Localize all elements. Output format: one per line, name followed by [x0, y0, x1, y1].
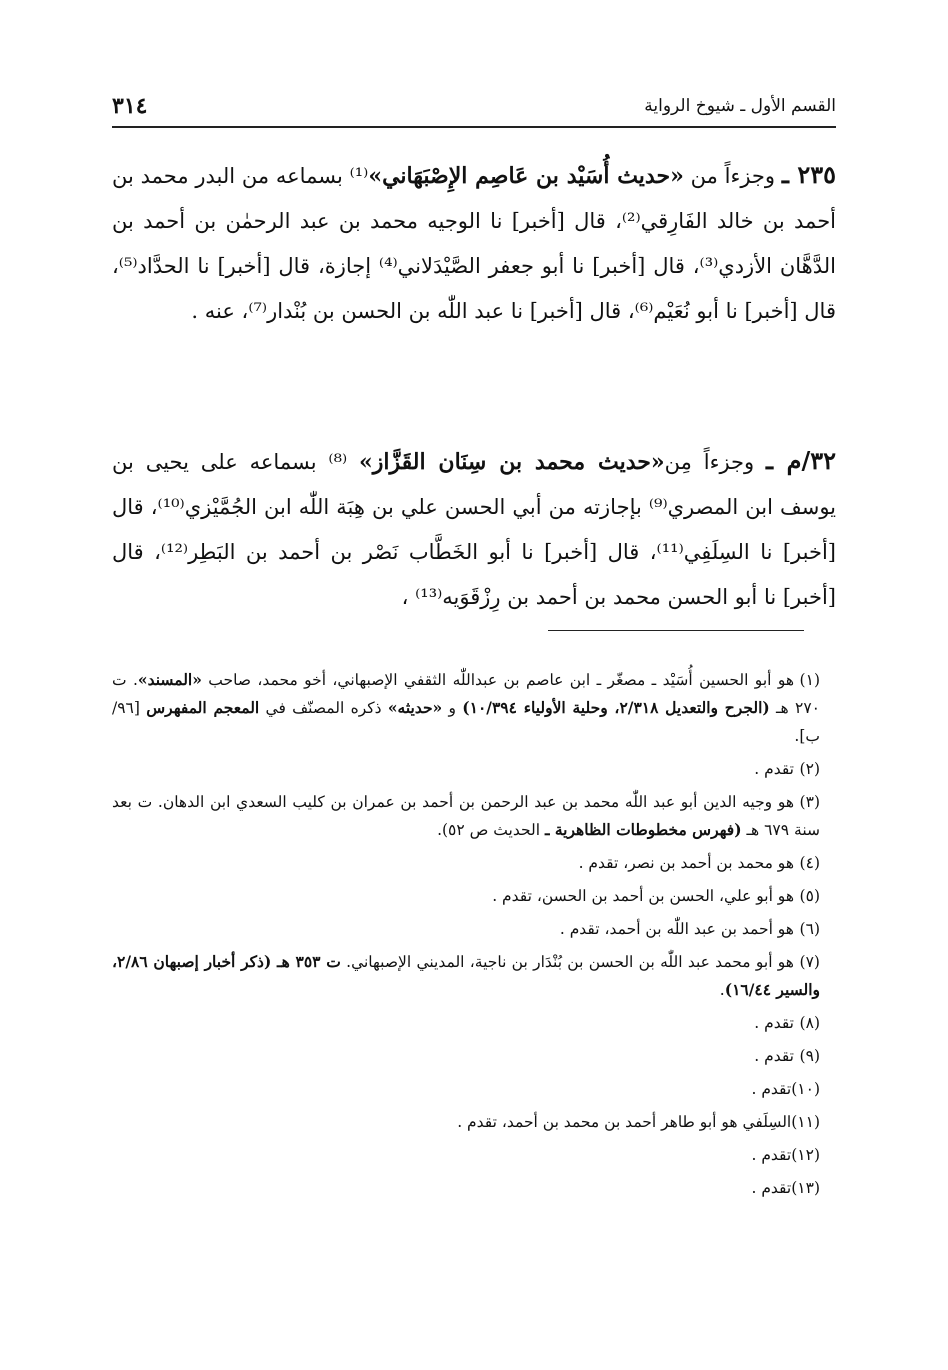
footnote-text: تقدم . [751, 1146, 792, 1164]
footnote-number: (١٣) [791, 1179, 820, 1197]
footnote-text: و [442, 699, 463, 717]
footnote-number: (٢) [799, 760, 820, 778]
footnote [112, 755, 820, 783]
footnote [112, 1108, 820, 1136]
footnote-text: هو أبو الحسين أُسَيْد ـ مصغّر ـ ابن عاصم بن عبداللّٰه الثقفي الإصبهاني، أخو محمد، صاحب [201, 671, 794, 689]
footnote-number: (٩) [799, 1047, 820, 1065]
footnote-text: الحديث ص ٥٢). [437, 821, 545, 839]
footnote-text: ذكره المصنّف في [259, 699, 388, 717]
footnote-number: (٦) [799, 920, 820, 938]
entry-lead: وجزءاً مِن [664, 450, 767, 474]
footnotes [112, 666, 820, 1207]
footnote [112, 915, 820, 943]
entry-paragraph [112, 152, 836, 334]
page-header [112, 86, 836, 128]
footnote-text: تقدم . [754, 1014, 794, 1032]
footnote-text: . ت ٢٧٠ هـ [112, 671, 820, 717]
footnote [112, 1174, 820, 1202]
footnote-text: (فهرس مخطوطات الظاهرية ـ [544, 820, 742, 839]
footnote-text: ت ٣٥٣ هـ (ذكر أخبار إصبهان ٢/٨٦، والسير ١٦/٤٤) [112, 952, 820, 999]
footnote [112, 849, 820, 877]
footnote-text: السِلَفي هو أبو طاهر أحمد بن محمد بن أحمد، تقدم . [457, 1113, 792, 1131]
entry-title: «حديث محمد بن سِنَان القَزَّاز» [359, 449, 665, 475]
footnote [112, 1075, 820, 1103]
footnote-text: (الجرح والتعديل ٢/٣١٨، وحلية الأولياء ١٠/٣٩٤) [462, 698, 770, 717]
entry-number: ٢٣٥ ـ [781, 160, 836, 189]
footnote [112, 666, 820, 750]
footnote-number: (٨) [799, 1014, 820, 1032]
page-number: ٣١٤ [112, 93, 148, 119]
running-title: القسم الأول ـ شيوخ الرواية [644, 96, 836, 116]
footnote-text: هو أحمد بن عبد اللّٰه بن أحمد، تقدم . [559, 920, 794, 938]
entry-body: ⁽⁸⁾ بسماعه على يحيى بن يوسف ابن المصري⁽⁹⁾ بإجازته من أبي الحسن علي بن هِبَة اللّٰه ابن الجُمَّيْزي⁽¹⁰⁾، قال [أخبر] نا السِلَفِي⁽¹¹⁾، قال [أخبر] نا أبو الخَطَّاب نَصْر بن أحمد بن البَطِر⁽¹²⁾، قال [أخبر] نا أبو الحسن محمد بن أحمد بن رِزْقَوَيه⁽¹³⁾ ، [112, 450, 837, 609]
footnote-number: (٣) [799, 793, 820, 811]
footnote-text: تقدم . [754, 1047, 794, 1065]
footnote-text: هو وجيه الدين أبو عبد اللّٰه محمد بن عبد الرحمن بن أحمد بن عمران بن كليب السعدي ابن الدهان. ت بعد سنة ٦٧٩ هـ [112, 793, 820, 839]
entry-lead: وجزءاً من [683, 164, 782, 188]
footnote [112, 1042, 820, 1070]
footnote-number: (٤) [799, 854, 820, 872]
footnote-text: «حديثه» [387, 698, 443, 717]
footnote-text: هو أبو علي، الحسن بن أحمد بن الحسن، تقدم . [492, 887, 794, 905]
footnote [112, 1009, 820, 1037]
entry-paragraph [112, 438, 836, 620]
footnote-text: هو محمد بن أحمد بن نصر، تقدم . [578, 854, 794, 872]
entry-number: ٣٢/م ـ [766, 446, 836, 475]
footnote-text: تقدم . [751, 1080, 792, 1098]
footnote-text: هو أبو محمد عبد اللّٰه بن الحسن بن بُنْدَار بن ناجية، المديني الإصبهاني. [340, 953, 794, 971]
footnote-number: (٧) [799, 953, 820, 971]
footnote [112, 882, 820, 910]
footnote-text: . [719, 981, 725, 999]
entry-title: «حديث أُسَيْد بن عَاصِم الإِصْبَهَاني» [368, 163, 684, 189]
footnote [112, 1141, 820, 1169]
footnote-text: [٩٦/ب]. [112, 699, 820, 745]
footnote-text: «المسند» [137, 670, 202, 689]
footnote-number: (٥) [799, 887, 820, 905]
entry-body: ⁽¹⁾ بسماعه من البدر محمد بن أحمد بن خالد الفَارِقي⁽²⁾، قال [أخبر] نا الوجيه محمد بن عبد الرحمٰن بن أحمد بن الدَّهَّان الأزدي⁽³⁾، قال [أخبر] نا أبو جعفر الصَّيْدَلاني⁽⁴⁾ إجازة، قال [أخبر] نا الحدَّاد⁽⁵⁾، قال [أخبر] نا أبو نُعَيْم⁽⁶⁾، قال [أخبر] نا عبد اللّٰه بن الحسن بن بُنْدار⁽⁷⁾، عنه . [112, 164, 837, 323]
footnote-text: تقدم . [754, 760, 794, 778]
footnote-number: (١١) [791, 1113, 820, 1131]
footnote-number: (١) [799, 671, 820, 689]
footnote-text: تقدم . [751, 1179, 792, 1197]
footnote-number: (١٠) [791, 1080, 820, 1098]
footnote-separator [548, 630, 804, 631]
footnote-number: (١٢) [791, 1146, 820, 1164]
footnote [112, 948, 820, 1004]
footnote [112, 788, 820, 844]
footnote-text: المعجم المفهرس [146, 698, 260, 717]
